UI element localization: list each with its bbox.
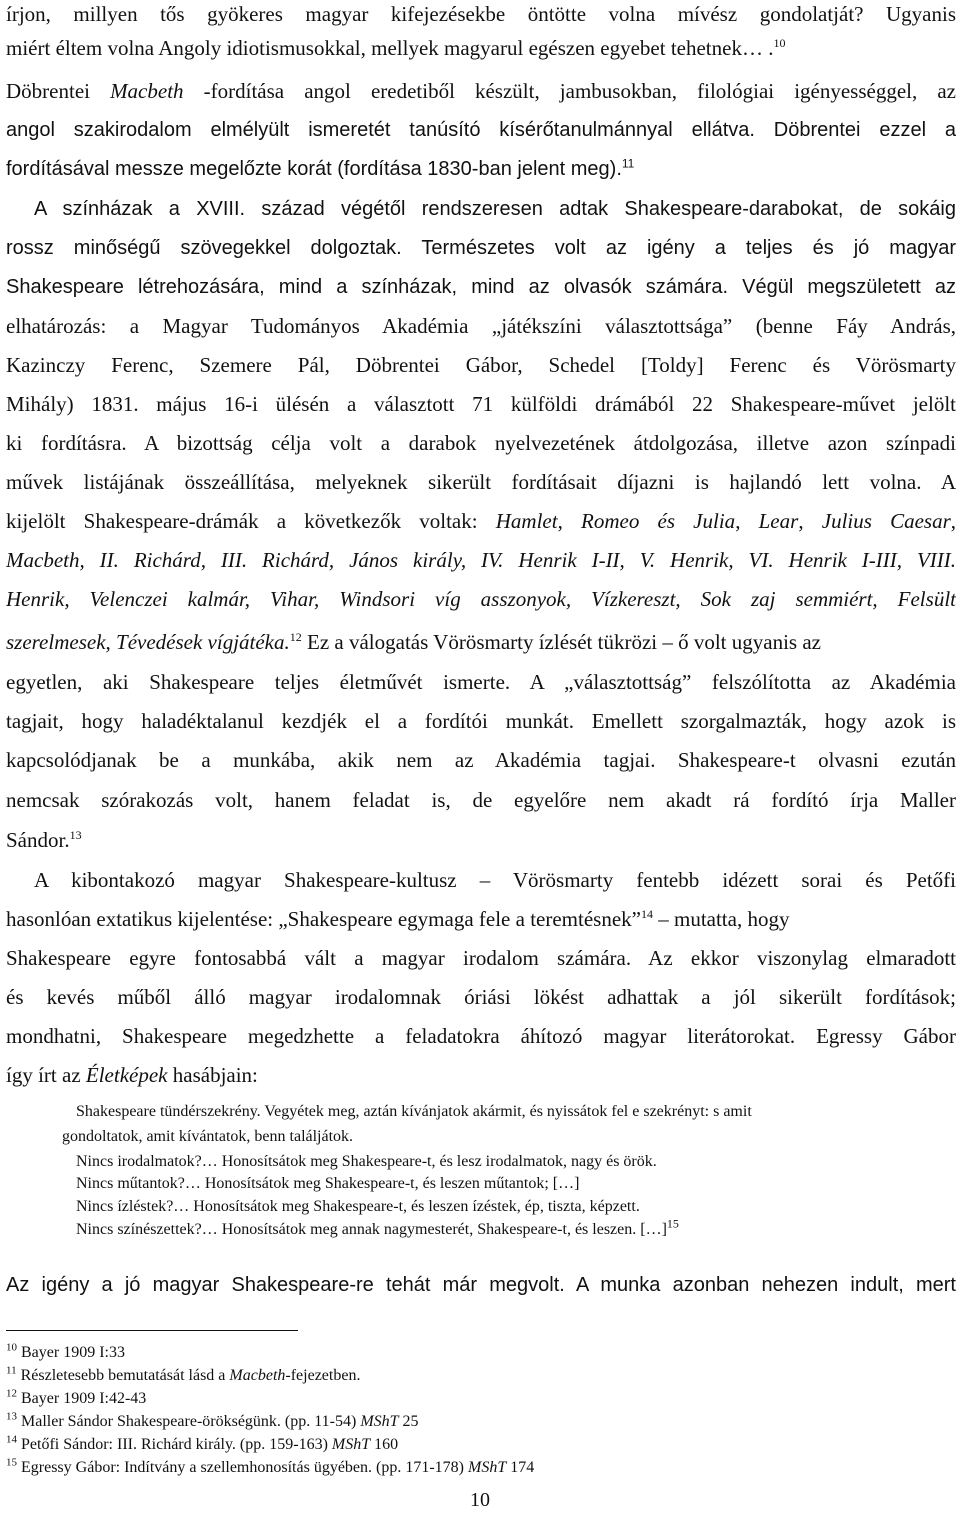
body-text: fordításával messze megelőzte korát (fordítása 1830-ban jelent meg). — [6, 158, 622, 180]
block-quote-line — [76, 1219, 957, 1241]
block-quote-line: gondoltatok, amit kívántatok, benn találjátok. — [62, 1128, 354, 1145]
footnote-text: 25 — [398, 1413, 419, 1430]
italic-title: Romeo és Julia — [581, 509, 736, 533]
body-line — [6, 826, 956, 854]
footnote-text: Egressy Gábor: Indítvány a szellemhonosítás ügyében. (pp. 171-178) — [21, 1459, 469, 1476]
italic-title: Macbeth — [110, 79, 184, 103]
footnote-italic: MShT — [360, 1413, 399, 1430]
body-line: nemcsak szórakozás volt, hanem feladat is, de egyelőre nem akadt rá fordító írja Maller — [6, 788, 956, 812]
body-text: Ez a válogatás Vörösmarty ízlését tükrözi – ő volt ugyanis az — [301, 630, 821, 654]
body-line: A kibontakozó magyar Shakespeare-kultusz – Vörösmarty fentebb idézett sorai és Petőfi — [34, 868, 956, 892]
body-line: Henrik, Velenczei kalmár, Vihar, Windsori víg asszonyok, Vízkereszt, Sok zaj semmiért, Felsült — [6, 587, 956, 611]
body-line: Shakespeare egyre fontosabbá vált a magyar irodalom számára. Az ekkor viszonylag elmaradott — [6, 946, 956, 970]
footnote-ref[interactable]: 10 — [773, 36, 786, 50]
footnote — [6, 1343, 946, 1365]
footnote-text: -fejezetben. — [285, 1367, 361, 1384]
body-line — [6, 1061, 956, 1089]
footnote-text: Részletesebb bemutatását lásd a — [20, 1367, 230, 1384]
body-line: Kazinczy Ferenc, Szemere Pál, Döbrentei Gábor, Schedel [Toldy] Ferenc és Vörösmarty — [6, 353, 956, 377]
footnote-text: 174 — [506, 1459, 535, 1476]
body-line — [6, 628, 956, 656]
italic-title: Lear — [758, 509, 799, 533]
body-line: elhatározás: a Magyar Tudományos Akadémia „játékszíni választottsága” (benne Fáy András, — [6, 314, 956, 338]
footnote — [6, 1435, 946, 1457]
body-line — [6, 77, 956, 105]
body-line: Macbeth, II. Richárd, III. Richárd, János király, IV. Henrik I-II, V. Henrik, VI. Henrik I-III, VIII. — [6, 548, 956, 572]
page-number: 10 — [470, 1489, 490, 1511]
footnote-number: 11 — [6, 1364, 17, 1377]
body-text: , — [557, 509, 582, 533]
body-text: Sándor. — [6, 828, 70, 852]
footnote-separator — [6, 1330, 298, 1331]
footnote — [6, 1366, 946, 1388]
footnote — [6, 1412, 946, 1434]
body-line: írjon, millyen tős gyökeres magyar kifejezésekbe öntötte volna mívész gondolatját? Ugyanis — [6, 2, 956, 26]
body-text: kijelölt Shakespeare-drámák a következők voltak: — [6, 509, 496, 533]
footnote-italic: MShT — [331, 1436, 371, 1453]
footnote-text: Bayer 1909 I:33 — [21, 1344, 125, 1361]
body-line: és kevés műből álló magyar irodalomnak óriási lökést adhattak a jól sikerült fordítások; — [6, 985, 956, 1009]
footnote — [6, 1389, 946, 1411]
body-line: mondhatni, Shakespeare megedzhette a feladatokra áhítozó magyar literátorokat. Egressy Gábor — [6, 1024, 956, 1048]
body-line — [6, 905, 956, 933]
footnote-italic: MShT — [468, 1459, 507, 1476]
body-line: A színházak a XVIII. század végétől rendszeresen adtak Shakespeare-darabokat, de sokáig — [34, 198, 956, 220]
footnote-text: Bayer 1909 I:42-43 — [21, 1390, 147, 1407]
body-line: kapcsolódjanak be a munkába, akik nem az Akadémia tagjai. Shakespeare-t olvasni ezután — [6, 748, 956, 772]
footnote-ref[interactable]: 13 — [69, 828, 82, 842]
body-text: miért éltem volna Angoly idiotismusokkal, mellyek magyarul egészen egyebet tehetnek… . — [6, 36, 774, 60]
footnote-ref[interactable]: 11 — [621, 156, 635, 171]
footnote-number: 14 — [6, 1433, 17, 1446]
footnote-ref[interactable]: 15 — [666, 1219, 679, 1231]
body-line — [6, 34, 956, 62]
block-quote-line: Nincs ízléstek?… Honosítsátok meg Shakespeare-t, és leszen ízéstek, ép, tiszta, képzett. — [76, 1198, 640, 1215]
footnote-text: Maller Sándor Shakespeare-örökségünk. (pp. 11-54) — [21, 1413, 361, 1430]
body-text: -fordítása angol eredetiből készült, jambusokban, filológiai igényességgel, az — [203, 79, 956, 103]
italic-title: Julius Caesar — [821, 509, 951, 533]
footnote — [6, 1458, 946, 1480]
italic-title: Életképek — [85, 1063, 168, 1087]
body-text: Döbrentei — [6, 79, 111, 103]
footnote-text: Petőfi Sándor: III. Richárd király. (pp. 159-163) — [21, 1436, 332, 1453]
footnote-number: 13 — [6, 1410, 17, 1423]
footnote-text: 160 — [370, 1436, 399, 1453]
footnote-ref[interactable]: 12 — [289, 630, 302, 644]
block-quote-line: Shakespeare tündérszekrény. Vegyétek meg, aztán kívánjatok akármit, és nyissátok fel e szekrényt: s amit — [76, 1103, 752, 1120]
body-line: Mihály) 1831. május 16-i ülésén a választott 71 külföldi drámából 22 Shakespeare-művet jelölt — [6, 392, 956, 416]
body-line: angol szakirodalom elmélyült ismeretét tanúsító kísérőtanulmánnyal ellátva. Döbrentei ezzel a — [6, 119, 956, 141]
body-text: hasábjain: — [167, 1063, 258, 1087]
italic-title: Hamlet — [495, 509, 558, 533]
footnote-number: 12 — [6, 1387, 17, 1400]
body-text: – mutatta, hogy — [652, 907, 790, 931]
body-line: egyetlen, aki Shakespeare teljes életművét ismerte. A „választottság” felszólította az Akadémia — [6, 670, 956, 694]
body-text: hasonlóan extatikus kijelentése: „Shakespeare egymaga fele a teremtésnek” — [6, 907, 641, 931]
body-text: , — [798, 509, 822, 533]
footnote-number: 10 — [6, 1341, 17, 1354]
body-line: ki fordításra. A bizottság célja volt a darabok nyelvezetének átdolgozása, illetve azon színpadi — [6, 431, 956, 455]
block-quote-line: Nincs műtantok?… Honosítsátok meg Shakespeare-t, és leszen műtantok; […] — [76, 1175, 580, 1192]
body-line — [6, 507, 956, 535]
block-quote-text: Nincs színészettek?… Honosítsátok meg annak nagymesterét, Shakespeare-t, és leszen. […] — [76, 1221, 667, 1238]
block-quote-line: Nincs irodalmatok?… Honosítsátok meg Shakespeare-t, és lesz irodalmatok, nagy és örök. — [76, 1153, 657, 1170]
italic-title: szerelmesek, Tévedések vígjátéka. — [6, 630, 290, 654]
body-text: , — [950, 509, 956, 533]
body-line: művek listájának összeállítása, melyeknek sikerült fordításait díjazni is hajlandó lett volna. A — [6, 470, 956, 494]
body-text: így írt az — [6, 1063, 86, 1087]
body-text: , — [735, 509, 759, 533]
footnote-ref[interactable]: 14 — [640, 907, 653, 921]
body-line: Shakespeare létrehozására, mind a színházak, mind az olvasók számára. Végül megszületett az — [6, 276, 956, 298]
body-line — [6, 155, 956, 183]
body-line: Az igény a jó magyar Shakespeare-re tehát már megvolt. A munka azonban nehezen indult, mert — [6, 1274, 956, 1296]
body-line: tagjait, hogy haladéktalanul kezdjék el a fordítói munkát. Emellett szorgalmazták, hogy azok is — [6, 709, 956, 733]
footnote-italic: Macbeth — [229, 1367, 286, 1384]
footnote-number: 15 — [6, 1456, 17, 1469]
body-line: rossz minőségű szövegekkel dolgoztak. Természetes volt az igény a teljes és jó magyar — [6, 237, 956, 259]
